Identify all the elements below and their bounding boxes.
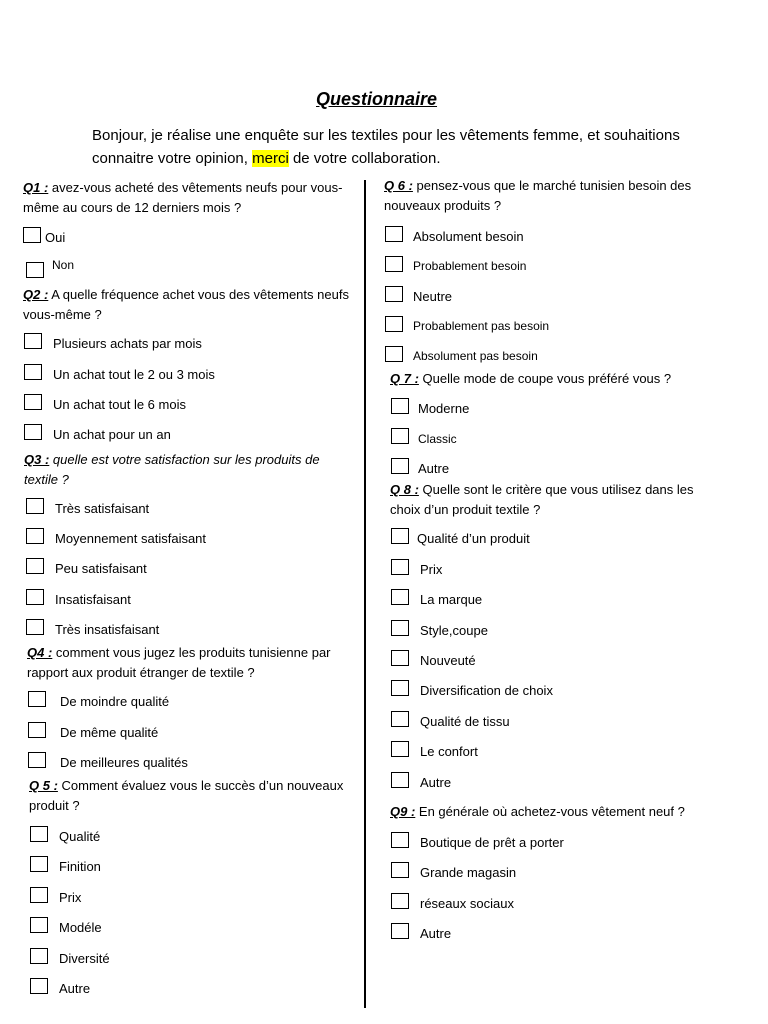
question-text: Quelle mode de coupe vous préféré vous ? (418, 371, 672, 386)
option-label: Absolument besoin (413, 229, 524, 244)
checkbox-icon[interactable] (391, 923, 409, 939)
checkbox-icon[interactable] (391, 458, 409, 474)
option-label: Autre (420, 926, 452, 941)
option-label: Grande magasin (420, 865, 517, 880)
checkbox-icon[interactable] (24, 394, 42, 410)
checkbox-icon[interactable] (391, 862, 409, 878)
intro-highlight: merci (252, 150, 289, 167)
option-label: Qualité (59, 829, 101, 844)
checkbox-icon[interactable] (391, 589, 409, 605)
option-label: Très insatisfaisant (55, 622, 160, 637)
checkbox-icon[interactable] (30, 856, 48, 872)
checkbox-icon[interactable] (30, 978, 48, 994)
checkbox-icon[interactable] (30, 887, 48, 903)
option-label: Autre (418, 461, 450, 476)
option-label: réseaux sociaux (420, 896, 514, 911)
checkbox-icon[interactable] (391, 398, 409, 414)
option-label: Boutique de prêt a porter (420, 835, 564, 850)
checkbox-icon[interactable] (26, 589, 44, 605)
checkbox-icon[interactable] (391, 428, 409, 444)
checkbox-icon[interactable] (30, 917, 48, 933)
question-text: quelle est votre satisfaction sur les produits de textile ? (24, 452, 320, 487)
checkbox-icon[interactable] (30, 948, 48, 964)
option-label: De même qualité (60, 725, 159, 740)
checkbox-icon[interactable] (391, 741, 409, 757)
question-text: Comment évaluez vous le succès d’un nouveaux produit ? (29, 778, 344, 813)
column-divider (364, 180, 366, 1008)
checkbox-icon[interactable] (391, 772, 409, 788)
question-8 (390, 480, 720, 520)
question-label: Q 5 : (29, 778, 58, 793)
question-3 (24, 450, 354, 490)
checkbox-icon[interactable] (28, 722, 46, 738)
checkbox-icon[interactable] (391, 559, 409, 575)
option-label: Diversité (59, 951, 110, 966)
option-label: Diversification de choix (420, 683, 553, 698)
checkbox-icon[interactable] (28, 752, 46, 768)
question-9 (390, 802, 720, 822)
option-label: Qualité d’un produit (417, 531, 530, 546)
question-text: Quelle sont le critère que vous utilisez dans les choix d’un produit textile ? (390, 482, 694, 517)
checkbox-icon[interactable] (391, 650, 409, 666)
option-label: De meilleures qualités (60, 755, 188, 770)
question-text: A quelle fréquence achet vous des vêtements neufs vous-même ? (23, 287, 349, 322)
checkbox-icon[interactable] (391, 893, 409, 909)
checkbox-icon[interactable] (26, 619, 44, 635)
option-label: Peu satisfaisant (55, 561, 147, 576)
option-label: Un achat tout le 6 mois (53, 397, 186, 412)
option-label: Classic (418, 432, 457, 446)
question-5 (29, 776, 359, 816)
checkbox-icon[interactable] (26, 558, 44, 574)
question-text: comment vous jugez les produits tunisienne par rapport aux produit étranger de textile ? (27, 645, 331, 680)
option-label: Prix (420, 562, 443, 577)
option-label: Nouveuté (420, 653, 476, 668)
option-label: Style,coupe (420, 623, 488, 638)
question-text: pensez-vous que le marché tunisien besoin des nouveaux produits ? (384, 178, 692, 213)
checkbox-icon[interactable] (26, 528, 44, 544)
question-label: Q9 : (390, 804, 416, 819)
checkbox-icon[interactable] (385, 286, 403, 302)
option-label: Le confort (420, 744, 478, 759)
checkbox-icon[interactable] (385, 346, 403, 362)
option-label: Autre (59, 981, 91, 996)
option-label: Très satisfaisant (55, 501, 150, 516)
checkbox-icon[interactable] (26, 498, 44, 514)
option-label: Neutre (413, 289, 453, 304)
option-label: Modéle (59, 920, 102, 935)
option-label: De moindre qualité (60, 694, 170, 709)
option-label: Prix (59, 890, 82, 905)
checkbox-icon[interactable] (385, 316, 403, 332)
question-label: Q4 : (27, 645, 53, 660)
question-label: Q 8 : (390, 482, 419, 497)
checkbox-icon[interactable] (30, 826, 48, 842)
question-label: Q2 : (23, 287, 49, 302)
question-2 (23, 285, 353, 325)
option-label: Insatisfaisant (55, 592, 131, 607)
question-text: avez-vous acheté des vêtements neufs pour vous-même au cours de 12 derniers mois ? (23, 180, 343, 215)
option-label: Oui (45, 230, 66, 245)
checkbox-icon[interactable] (24, 333, 42, 349)
question-7 (390, 369, 720, 389)
option-label: La marque (420, 592, 483, 607)
question-label: Q1 : (23, 180, 49, 195)
option-label: Moyennement satisfaisant (55, 531, 207, 546)
question-label: Q 7 : (390, 371, 419, 386)
question-1 (23, 178, 353, 218)
checkbox-icon[interactable] (26, 262, 44, 278)
page-title: Questionnaire (316, 89, 438, 109)
checkbox-icon[interactable] (391, 528, 409, 544)
intro-before: Bonjour, je réalise une enquête sur les textiles pour les vêtements femme, et souhaitions connaitre votre opinion, (92, 127, 680, 167)
option-label: Autre (420, 775, 452, 790)
checkbox-icon[interactable] (391, 832, 409, 848)
checkbox-icon[interactable] (385, 256, 403, 272)
checkbox-icon[interactable] (391, 680, 409, 696)
question-4 (27, 643, 357, 683)
question-label: Q 6 : (384, 178, 413, 193)
option-label: Probablement besoin (413, 259, 527, 273)
option-label: Absolument pas besoin (413, 349, 538, 363)
checkbox-icon[interactable] (23, 227, 41, 243)
question-label: Q3 : (24, 452, 50, 467)
option-label: Finition (59, 859, 101, 874)
checkbox-icon[interactable] (28, 691, 46, 707)
option-label: Plusieurs achats par mois (53, 336, 202, 351)
question-text: En générale où achetez-vous vêtement neuf ? (415, 804, 685, 819)
option-label: Moderne (418, 401, 470, 416)
question-6 (384, 176, 714, 216)
option-label: Qualité de tissu (420, 714, 510, 729)
option-label: Non (52, 258, 75, 272)
checkbox-icon[interactable] (385, 226, 403, 242)
checkbox-icon[interactable] (24, 364, 42, 380)
option-label: Un achat tout le 2 ou 3 mois (53, 367, 215, 382)
checkbox-icon[interactable] (391, 620, 409, 636)
option-label: Probablement pas besoin (413, 319, 550, 333)
checkbox-icon[interactable] (391, 711, 409, 727)
checkbox-icon[interactable] (24, 424, 42, 440)
intro-after: de votre collaboration. (288, 150, 441, 167)
option-label: Un achat pour un an (53, 427, 171, 442)
intro-text (92, 124, 692, 170)
